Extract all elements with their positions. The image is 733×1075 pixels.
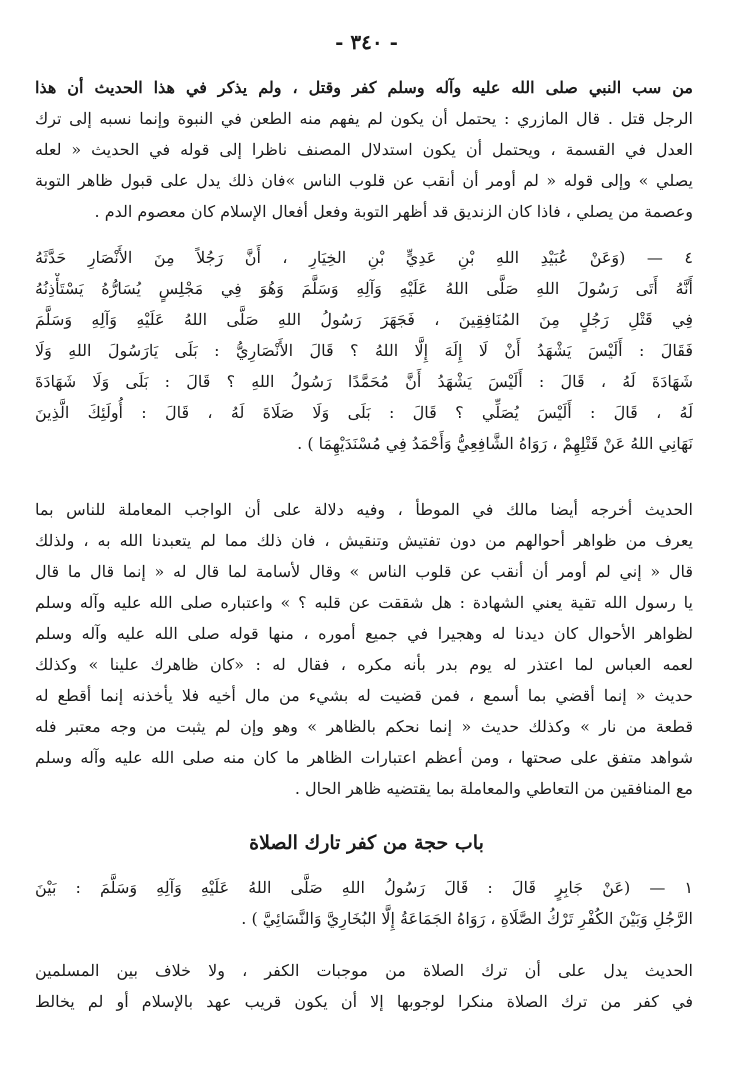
hadith-line: أَنَّهُ أَتَى رَسُولَ اللهِ صَلَّى اللهُ عَلَيْهِ وَآلِهِ وَسَلَّمَ وَهُوَ فِي مَجْلِسٍ يُسَارُّهُ يَسْتَأْذِنُهُ (35, 279, 693, 298)
hadith-line: فِي قَتْلِ رَجُلٍ مِنَ المُنَافِقِينَ ، فَجَهَرَ رَسُولُ اللهِ صَلَّى اللهُ عَلَيْهِ وَآلِهِ وَسَلَّمَ (35, 310, 693, 329)
final-commentary (35, 955, 693, 1017)
hadith-line: فَقَالَ : أَلَيْسَ يَشْهَدُ أَنْ لَا إِلَهَ إِلَّا اللهُ ؟ قَالَ الأَنْصَارِيُّ : بَلَى يَارَسُولَ اللهِ وَلَا (35, 341, 693, 360)
hadith-line: الرَّجُلِ وَبَيْنَ الكُفْرِ تَرْكُ الصَّلَاةِ ، رَوَاهُ الجَمَاعَةُ إِلَّا البُخَارِيَّ وَالنَّسَائِيَّ ) . (241, 909, 693, 928)
hadith-1 (35, 872, 693, 934)
text-line: قال « إني لم أومر أن أنقب عن قلوب الناس » وقال لأسامة لما قال له « إنما قال ما قال (35, 562, 693, 581)
text-line: مع المنافقين من التعاطي والمعاملة بما يقتضيه ظاهر الحال . (294, 779, 693, 798)
text-line: يعرف من ظواهر أحوالهم من دون تفتيش وتنقيش ، فان ذلك مما لم يتعبدنا الله به ، ولذلك (35, 531, 693, 550)
commentary (35, 494, 693, 804)
page-number: - ٣٤٠ - (335, 30, 398, 54)
text-line: العدل في القسمة ، ويحتمل أن يكون استدلال المصنف ناظرا إلى قوله في الحديث « لعله (35, 140, 693, 159)
text-line: يصلي » وإلى قوله « لم أومر أن أنقب عن قلوب الناس »فان ذلك يدل على قبول ظاهر التوبة (35, 171, 693, 190)
text-line: الحديث أخرجه أيضا مالك في الموطأ ، وفيه دلالة على أن الواجب المعاملة للناس بما (35, 500, 693, 519)
text-line: لظواهر الأحوال كان ديدنا له وهجيرا في جميع أموره ، منها قوله صلى الله عليه وآله وسلم (35, 624, 693, 643)
hadith-line: شَهَادَةَ لَهُ ، قَالَ : أَلَيْسَ يَشْهَدُ أَنَّ مُحَمَّدًا رَسُولُ اللهِ ؟ قَالَ : بَلَى وَلَا شَهَادَةَ (35, 372, 693, 391)
text-line: في كفر من ترك الصلاة منكرا لوجوبها إلا أن يكون قريب عهد بالإسلام أو لم يخالط (35, 992, 693, 1011)
hadith-line: ١ — (عَنْ جَابِرٍ قَالَ : قَالَ رَسُولُ اللهِ صَلَّى اللهُ عَلَيْهِ وَآلِهِ وَسَلَّمَ : بَيْنَ (35, 878, 693, 897)
text-line: حديث « إنما أقضي بما أسمع ، فمن قضيت له بشيء من مال أخيه فلا يأخذنه إنما أقطع له (35, 686, 693, 705)
text-line: يا رسول الله تقية يعني الشهادة : هل شققت عن قلبه ؟ » واعتباره صلى الله عليه وآله وسلم (35, 593, 693, 612)
section-continuation (35, 72, 693, 227)
text-line: الحديث يدل على أن ترك الصلاة من موجبات الكفر ، ولا خلاف بين المسلمين (35, 961, 693, 980)
text-line: الرجل قتل . قال المازري : يحتمل أن يكون لم يفهم منه الطعن في النبوة وإنما نسبه إلى ترك (35, 109, 693, 128)
hadith-4 (35, 242, 693, 459)
text-line: شواهد متفق على صحتها ، ومن أعظم اعتبارات الظاهر ما كان منه صلى الله عليه وآله وسلم (35, 748, 693, 767)
hadith-line: لَهُ ، قَالَ : أَلَيْسَ يُصَلِّي ؟ قَالَ : بَلَى وَلَا صَلَاةَ لَهُ ، قَالَ : أُولَئِكَ الَّذِينَ (35, 403, 693, 422)
text-line: وعصمة من يصلي ، فاذا كان الزنديق قد أظهر التوبة وفعل أفعال الإسلام كان معصوم الدم . (94, 202, 693, 221)
hadith-line: ٤ — (وَعَنْ عُبَيْدِ اللهِ بْنِ عَدِيٍّ بْنِ الخِيَارِ ، أَنَّ رَجُلاً مِنَ الأَنْصَارِ حَدَّثَهُ (35, 248, 693, 267)
text-line: من سب النبي صلى الله عليه وآله وسلم كفر وقتل ، ولم يذكر في هذا الحديث أن هذا (35, 78, 693, 97)
chapter-heading: باب حجة من كفر تارك الصلاة (249, 832, 484, 854)
hadith-line: نَهَانِي اللهُ عَنْ قَتْلِهِمْ ، رَوَاهُ الشَّافِعِيُّ وَأَحْمَدُ فِي مُسْنَدَيْهِمَا ) . (297, 434, 693, 453)
text-line: قطعة من نار » وكذلك حديث « إنما نحكم بالظاهر » وهو وإن لم يثبت من وجه معتبر فله (35, 717, 693, 736)
text-line: لعمه العباس لما اعتذر له يوم بدر بأنه مكره ، فقال له : «كان ظاهرك علينا » وكذلك (35, 655, 693, 674)
